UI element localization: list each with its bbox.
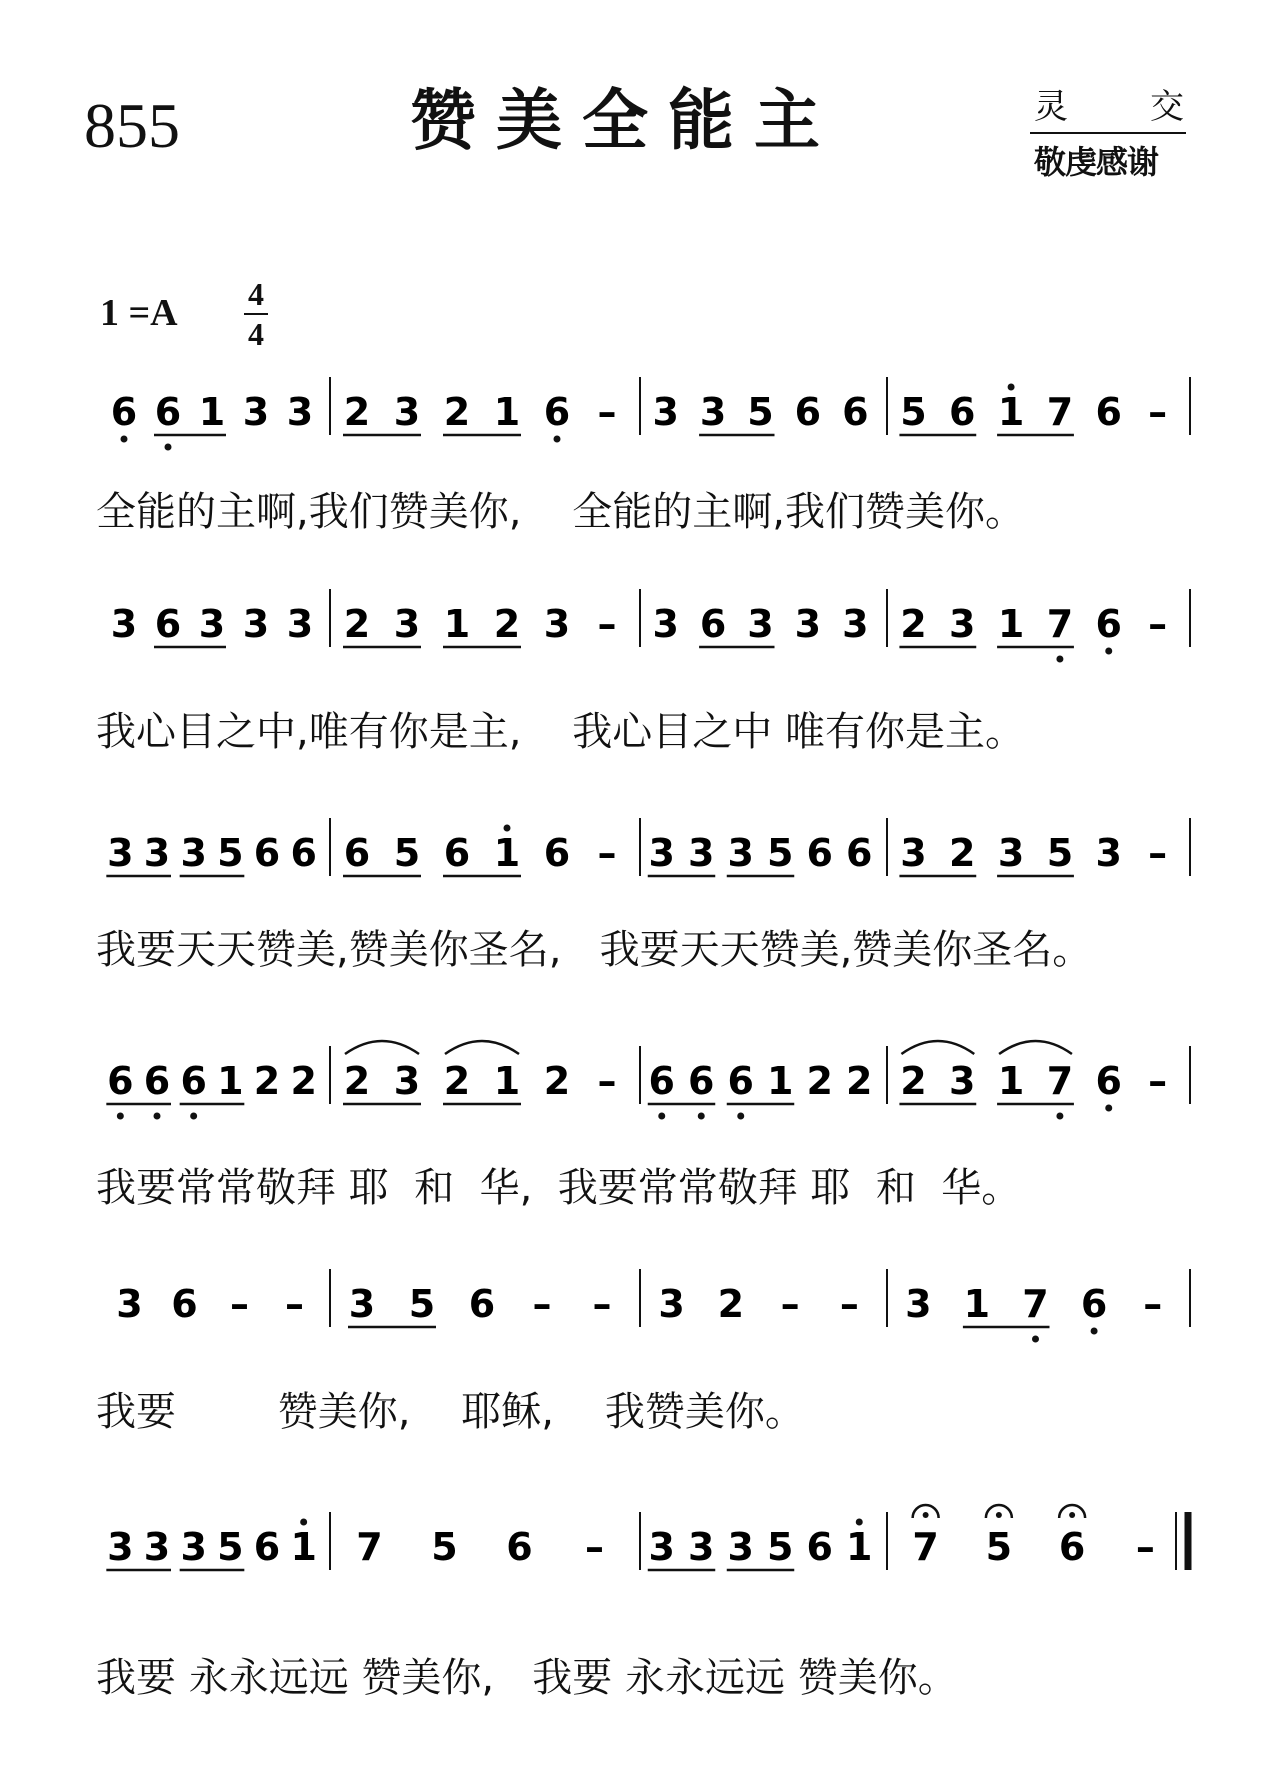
hymn-title: 赞美全能主 bbox=[410, 82, 840, 159]
note: 1 bbox=[493, 1059, 521, 1103]
dash: – bbox=[597, 831, 617, 875]
octave-dot-low bbox=[165, 444, 172, 451]
dash: – bbox=[597, 602, 617, 646]
note: 5 bbox=[217, 831, 244, 875]
note: 3 bbox=[652, 602, 679, 646]
note: 1 bbox=[963, 1282, 991, 1326]
octave-dot-high bbox=[504, 825, 511, 832]
octave-dot-low bbox=[658, 1113, 665, 1120]
note: 2 bbox=[443, 390, 471, 434]
note: 6 bbox=[154, 602, 182, 646]
note: 3 bbox=[286, 390, 314, 434]
slur bbox=[999, 1041, 1072, 1054]
lyric-line-4: 我要常常敬拜 耶 和 华, 我要常常敬拜 耶 和 华。 bbox=[96, 1165, 1022, 1211]
octave-dot-low bbox=[154, 1113, 161, 1120]
octave-dot-low bbox=[1032, 1336, 1039, 1343]
dash: – bbox=[1135, 1525, 1155, 1569]
note: 5 bbox=[431, 1525, 458, 1569]
fermata-dot bbox=[996, 1512, 1002, 1518]
lyric-line-2: 我心目之中,唯有你是主, 我心目之中 唯有你是主。 bbox=[96, 709, 1026, 755]
note: 7 bbox=[1046, 1059, 1074, 1103]
note: 6 bbox=[1095, 390, 1122, 434]
note: 3 bbox=[842, 602, 869, 646]
note: 6 bbox=[543, 831, 571, 875]
lyric-line-5: 我要 赞美你, 耶稣, 我赞美你。 bbox=[96, 1389, 805, 1435]
note: 6 bbox=[143, 1059, 171, 1103]
note: 6 bbox=[107, 1059, 134, 1103]
note: 6 bbox=[171, 1282, 198, 1326]
hymn-subcategory: 敬虔感谢 bbox=[1034, 143, 1159, 181]
fermata-dot bbox=[1069, 1512, 1075, 1518]
hymn-number: 855 bbox=[84, 90, 180, 161]
note: 3 bbox=[652, 390, 679, 434]
note: 3 bbox=[688, 831, 715, 875]
note: 3 bbox=[543, 602, 571, 646]
note: 2 bbox=[253, 1059, 281, 1103]
dash: – bbox=[1148, 390, 1168, 434]
lyric-line-1: 全能的主啊,我们赞美你, 全能的主啊,我们赞美你。 bbox=[96, 489, 1026, 535]
dash: – bbox=[285, 1282, 304, 1326]
octave-dot-high bbox=[1008, 384, 1015, 391]
note: 3 bbox=[393, 1059, 421, 1103]
lyric-line-6: 我要 永永远远 赞美你, 我要 永永远远 赞美你。 bbox=[96, 1655, 958, 1701]
note: 2 bbox=[290, 1059, 317, 1103]
lyric-line-3: 我要天天赞美,赞美你圣名, 我要天天赞美,赞美你圣名。 bbox=[96, 927, 1093, 973]
octave-dot-low bbox=[1056, 1113, 1063, 1120]
dash: – bbox=[585, 1525, 604, 1569]
note: 3 bbox=[393, 602, 421, 646]
slur bbox=[901, 1041, 974, 1054]
note: 2 bbox=[900, 1059, 927, 1103]
note: 6 bbox=[1095, 1059, 1122, 1103]
note: 3 bbox=[648, 1525, 675, 1569]
note: 6 bbox=[543, 390, 571, 434]
note: 3 bbox=[143, 1525, 171, 1569]
note: 3 bbox=[242, 390, 270, 434]
note: 3 bbox=[794, 602, 822, 646]
note: 6 bbox=[253, 1525, 281, 1569]
dash: – bbox=[1148, 831, 1168, 875]
note: 7 bbox=[912, 1525, 939, 1569]
note: 3 bbox=[116, 1282, 143, 1326]
note: 2 bbox=[806, 1059, 833, 1103]
note: 7 bbox=[1046, 602, 1074, 646]
note: 3 bbox=[107, 1525, 134, 1569]
note: 3 bbox=[393, 390, 421, 434]
note: 5 bbox=[767, 831, 794, 875]
note: 3 bbox=[180, 1525, 207, 1569]
note: 5 bbox=[747, 390, 774, 434]
dash: – bbox=[1148, 1059, 1168, 1103]
dash: – bbox=[839, 1282, 859, 1326]
dash: – bbox=[780, 1282, 800, 1326]
note: 5 bbox=[1046, 831, 1074, 875]
note: 5 bbox=[217, 1525, 244, 1569]
note: 3 bbox=[348, 1282, 376, 1326]
note: 7 bbox=[1046, 390, 1074, 434]
octave-dot-low bbox=[1105, 1105, 1112, 1112]
note: 3 bbox=[905, 1282, 932, 1326]
note: 6 bbox=[180, 1059, 207, 1103]
note: 6 bbox=[806, 1525, 833, 1569]
note: 3 bbox=[110, 602, 138, 646]
dash: – bbox=[592, 1282, 612, 1326]
note: 6 bbox=[443, 831, 471, 875]
time-signature-top: 4 bbox=[248, 276, 264, 312]
octave-dot-low bbox=[190, 1113, 197, 1120]
note: 6 bbox=[154, 390, 182, 434]
note: 5 bbox=[767, 1525, 794, 1569]
note: 1 bbox=[767, 1059, 794, 1103]
note: 2 bbox=[900, 602, 927, 646]
note: 6 bbox=[727, 1059, 754, 1103]
note: 6 bbox=[1058, 1525, 1086, 1569]
octave-dot-low bbox=[121, 436, 128, 443]
slur bbox=[445, 1041, 519, 1054]
note: 6 bbox=[1080, 1282, 1108, 1326]
note: 1 bbox=[443, 602, 471, 646]
note: 6 bbox=[290, 831, 317, 875]
fermata-dot bbox=[923, 1512, 929, 1518]
note: 2 bbox=[543, 1059, 571, 1103]
note: 2 bbox=[949, 831, 976, 875]
octave-dot-high bbox=[300, 1519, 307, 1526]
note: 2 bbox=[343, 602, 371, 646]
note: 2 bbox=[343, 390, 371, 434]
note: 3 bbox=[747, 602, 774, 646]
note: 1 bbox=[493, 390, 521, 434]
note: 3 bbox=[143, 831, 171, 875]
note: 3 bbox=[997, 831, 1025, 875]
octave-dot-high bbox=[856, 1519, 863, 1526]
dash: – bbox=[230, 1282, 249, 1326]
note: 3 bbox=[107, 831, 134, 875]
note: 3 bbox=[198, 602, 226, 646]
note: 3 bbox=[949, 602, 976, 646]
octave-dot-low bbox=[737, 1113, 744, 1120]
note: 6 bbox=[506, 1525, 533, 1569]
octave-dot-low bbox=[1091, 1328, 1098, 1335]
note: 1 bbox=[997, 602, 1025, 646]
note: 1 bbox=[198, 390, 226, 434]
note: 1 bbox=[997, 390, 1025, 434]
note: 6 bbox=[949, 390, 976, 434]
octave-dot-low bbox=[1056, 656, 1063, 663]
note: 5 bbox=[985, 1525, 1013, 1569]
note: 3 bbox=[286, 602, 314, 646]
dash: – bbox=[532, 1282, 552, 1326]
note: 3 bbox=[949, 1059, 976, 1103]
note: 6 bbox=[688, 1059, 715, 1103]
note: 6 bbox=[110, 390, 138, 434]
note: 5 bbox=[900, 390, 927, 434]
note: 5 bbox=[408, 1282, 436, 1326]
note: 6 bbox=[343, 831, 371, 875]
note: 7 bbox=[356, 1525, 383, 1569]
note: 3 bbox=[900, 831, 927, 875]
note: 3 bbox=[727, 831, 754, 875]
note: 5 bbox=[393, 831, 421, 875]
octave-dot-low bbox=[698, 1113, 705, 1120]
note: 3 bbox=[180, 831, 207, 875]
octave-dot-low bbox=[1105, 648, 1112, 655]
slur bbox=[345, 1041, 419, 1054]
note: 3 bbox=[242, 602, 270, 646]
dash: – bbox=[597, 1059, 617, 1103]
octave-dot-low bbox=[117, 1113, 124, 1120]
note: 3 bbox=[727, 1525, 754, 1569]
key-signature: 1 =A bbox=[100, 292, 178, 334]
note: 6 bbox=[253, 831, 281, 875]
note: 2 bbox=[343, 1059, 371, 1103]
note: 3 bbox=[658, 1282, 685, 1326]
note: 6 bbox=[1095, 602, 1122, 646]
dash: – bbox=[1148, 602, 1168, 646]
note: 6 bbox=[794, 390, 822, 434]
note: 3 bbox=[1095, 831, 1122, 875]
octave-dot-low bbox=[554, 436, 561, 443]
note: 7 bbox=[1022, 1282, 1049, 1326]
note: 3 bbox=[688, 1525, 715, 1569]
note: 1 bbox=[846, 1525, 873, 1569]
note: 1 bbox=[290, 1525, 317, 1569]
time-signature-bottom: 4 bbox=[248, 316, 264, 352]
note: 2 bbox=[717, 1282, 745, 1326]
note: 6 bbox=[806, 831, 833, 875]
note: 6 bbox=[648, 1059, 675, 1103]
note: 2 bbox=[443, 1059, 471, 1103]
note: 6 bbox=[842, 390, 869, 434]
note: 6 bbox=[846, 831, 873, 875]
note: 6 bbox=[468, 1282, 496, 1326]
note: 6 bbox=[699, 602, 727, 646]
hymn-category: 灵交 bbox=[1034, 87, 1184, 127]
note: 3 bbox=[699, 390, 727, 434]
note: 3 bbox=[648, 831, 675, 875]
note: 1 bbox=[997, 1059, 1025, 1103]
note: 1 bbox=[217, 1059, 244, 1103]
dash: – bbox=[597, 390, 617, 434]
note: 2 bbox=[846, 1059, 873, 1103]
note: 2 bbox=[493, 602, 521, 646]
note: 1 bbox=[493, 831, 521, 875]
dash: – bbox=[1143, 1282, 1163, 1326]
